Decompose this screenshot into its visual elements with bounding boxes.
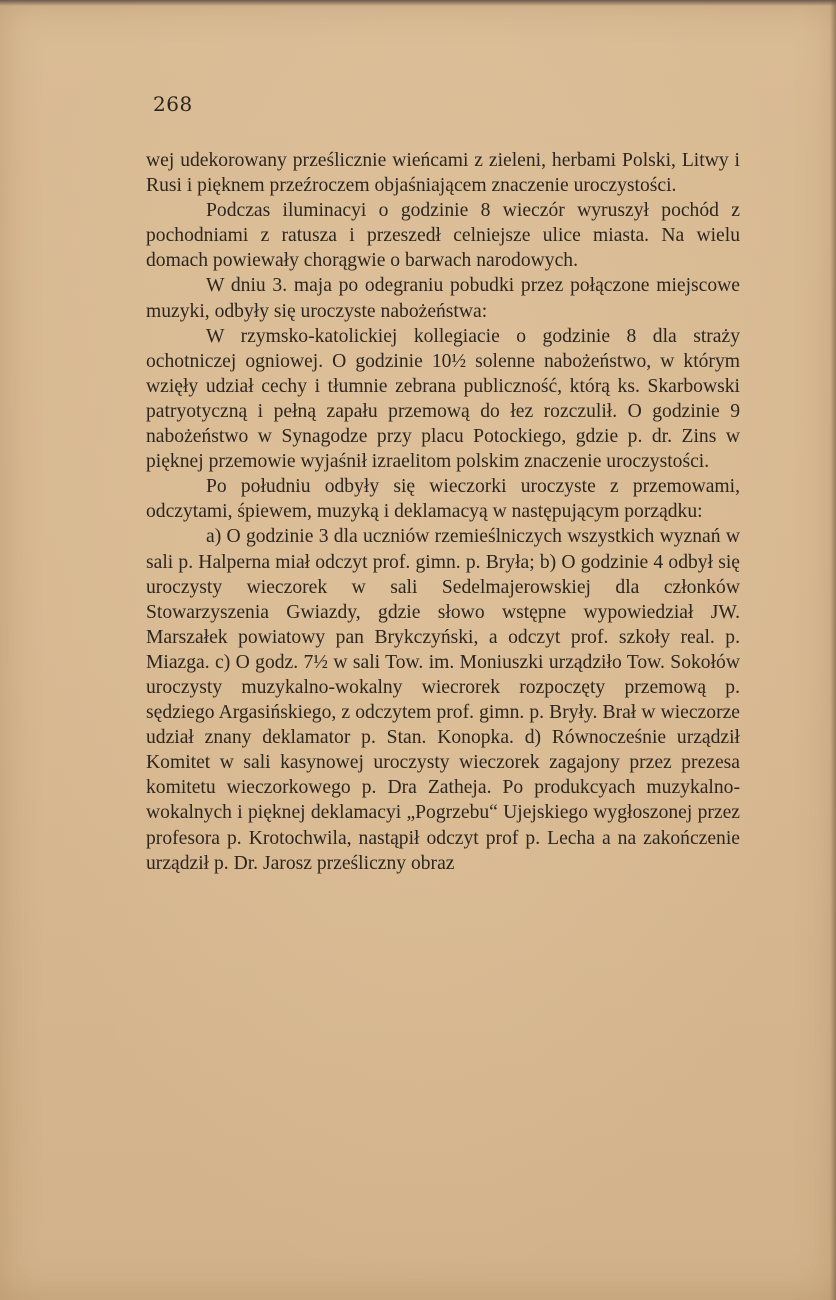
body-text — [146, 148, 740, 876]
paragraph: a) O godzinie 3 dla uczniów rzemieślniczych wszystkich wyznań w sali p. Halperna miał odczyt prof. gimn. p. Bryła; b) O godzinie 4 odbył się uroczysty wieczorek w sali Sedelmajerowskiej dla członków Stowarzyszenia Gwiazdy, gdzie słowo wstępne wypowiedział JW. Marszałek powiatowy pan Brykczyński, a odczyt prof. szkoły real. p. Miazga. c) O godz. 7½ w sali Tow. im. Moniuszki urządziło Tow. Sokołów uroczysty muzykalno-wokalny wiecrorek rozpoczęty przemową p. sędziego Argasińskiego, z odczytem prof. gimn. p. Bryły. Brał w wieczorze udział znany deklamator p. Stan. Konopka. d) Równocześnie urządził Komitet w sali kasynowej uroczysty wieczorek zagajony przez prezesa komitetu wieczorkowego p. Dra Zatheja. Po produkcyach muzykalno-wokalnych i pięknej deklamacyi „Pogrzebu“ Ujejskiego wygłoszonej przez profesora p. Krotochwila, nastąpił odczyt prof p. Lecha a na zakończenie urządził p. Dr. Jarosz prześliczny obraz — [146, 526, 740, 874]
paragraph: W rzymsko-katolickiej kollegiacie o godzinie 8 dla straży ochotniczej ogniowej. O godzinie 10½ solenne nabożeństwo, w którym wzięły udział cechy i tłumnie zebrana publiczność, którą ks. Skarbowski patryotyczną i pełną zapału przemową do łez rozczulił. O godzinie 9 nabożeństwo w Synagodze przy placu Potockiego, gdzie p. dr. Zins w pięknej przemowie wyjaśnił izraelitom polskim znaczenie uroczystości. — [146, 325, 740, 473]
paragraph: wej udekorowany prześlicznie wieńcami z zieleni, herbami Polski, Litwy i Rusi i pięknem przeźroczem objaśniającem znaczenie uroczystości. — [146, 150, 740, 197]
page-right-edge — [830, 0, 836, 1300]
paragraph: Po południu odbyły się wieczorki uroczyste z przemowami, odczytami, śpiewem, muzyką i deklamacyą w następującym porządku: — [146, 476, 740, 523]
page-number: 268 — [153, 92, 193, 116]
paragraph: Podczas iluminacyi o godzinie 8 wieczór wyruszył pochód z pochodniami z ratusza i przeszedł celniejsze ulice miasta. Na wielu domach powiewały chorągwie o barwach narodowych. — [146, 200, 740, 272]
paragraph: W dniu 3. maja po odegraniu pobudki przez połączone miejscowe muzyki, odbyły się uroczyste nabożeństwa: — [146, 275, 740, 322]
page-top-edge — [0, 0, 836, 6]
